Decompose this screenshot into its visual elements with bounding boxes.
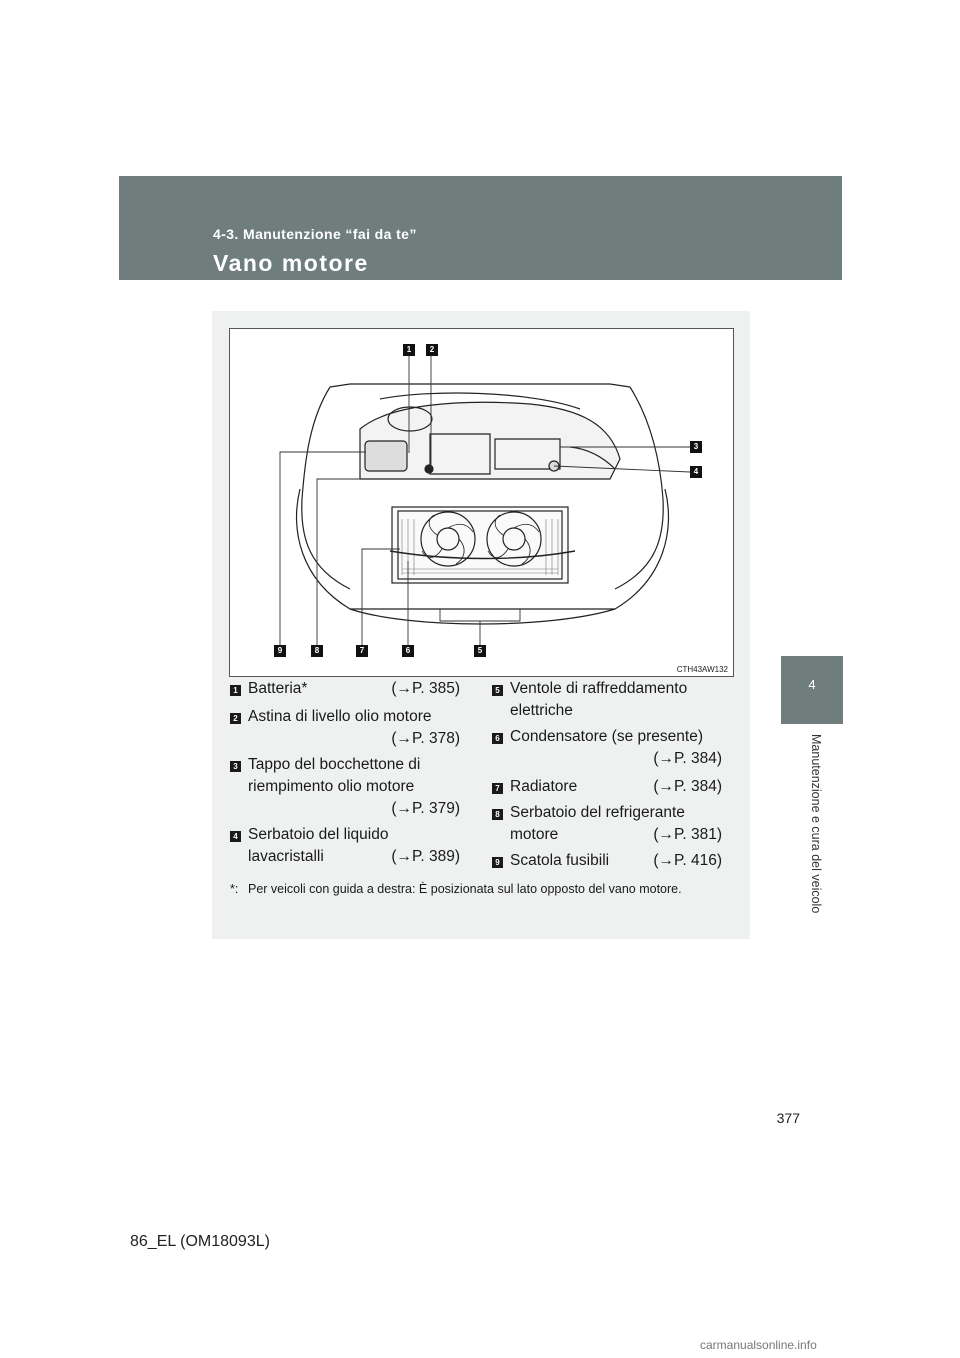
legend-item-7 — [492, 777, 722, 801]
section-label: 4-3. Manutenzione “fai da te” — [213, 226, 417, 242]
item-label: Tappo del bocchettone di — [248, 756, 421, 773]
callout-5: 5 — [474, 645, 486, 657]
item-label: Scatola fusibili — [510, 852, 610, 869]
callout-7: 7 — [356, 645, 368, 657]
callout-9: 9 — [274, 645, 286, 657]
watermark: carmanualsonline.info — [700, 1338, 817, 1352]
page-reference[interactable]: (→P. 378) — [391, 730, 460, 747]
page-reference[interactable]: (→P. 384) — [653, 750, 722, 767]
item-marker: 5 — [492, 685, 503, 696]
item-label: Serbatoio del liquido — [248, 826, 389, 843]
footnote-text: Per veicoli con guida a destra: È posizionata sul lato opposto del vano motore. — [248, 882, 682, 896]
legend-item-6 — [492, 727, 722, 773]
callout-1: 1 — [403, 344, 415, 356]
engine-bay-illustration — [230, 329, 733, 676]
legend-item-3 — [230, 755, 460, 823]
chapter-title: Manutenzione e cura del veicolo — [809, 734, 823, 914]
page-reference[interactable]: (→P. 384) — [653, 778, 722, 795]
page-number: 377 — [776, 1110, 800, 1126]
engine-bay-figure — [229, 328, 734, 677]
page-reference[interactable]: (→P. 379) — [391, 800, 460, 817]
item-label-line2: elettriche — [510, 702, 573, 719]
callout-8: 8 — [311, 645, 323, 657]
footnote-marker: *: — [230, 882, 239, 896]
legend-item-4 — [230, 825, 460, 871]
legend-item-1 — [230, 679, 460, 703]
page-reference[interactable]: (→P. 389) — [391, 848, 460, 865]
callout-4: 4 — [690, 466, 702, 478]
item-label: Astina di livello olio motore — [248, 708, 432, 725]
item-marker: 2 — [230, 713, 241, 724]
legend-item-8 — [492, 803, 722, 849]
item-label: Ventole di raffreddamento — [510, 680, 688, 697]
item-marker: 6 — [492, 733, 503, 744]
item-marker: 8 — [492, 809, 503, 820]
callout-6: 6 — [402, 645, 414, 657]
page-reference[interactable]: (→P. 416) — [653, 852, 722, 869]
page-reference[interactable]: (→P. 385) — [391, 680, 460, 697]
legend-item-5 — [492, 679, 722, 725]
legend-item-9 — [492, 851, 722, 875]
figure-code: CTH43AW132 — [676, 665, 728, 674]
item-marker: 4 — [230, 831, 241, 842]
page-title: Vano motore — [213, 250, 369, 276]
item-label: Serbatoio del refrigerante — [510, 804, 685, 821]
page-reference[interactable]: (→P. 381) — [653, 826, 722, 843]
callout-3: 3 — [690, 441, 702, 453]
item-marker: 9 — [492, 857, 503, 868]
item-label: Batteria* — [248, 680, 308, 697]
chapter-tab — [781, 656, 843, 724]
legend-list — [230, 679, 730, 874]
item-marker: 1 — [230, 685, 241, 696]
legend-item-2 — [230, 707, 460, 753]
item-label-line2: motore — [510, 826, 559, 843]
item-marker: 7 — [492, 783, 503, 794]
document-code: 86_EL (OM18093L) — [130, 1233, 270, 1250]
item-marker: 3 — [230, 761, 241, 772]
item-label: Condensatore (se presente) — [510, 728, 704, 745]
callout-2: 2 — [426, 344, 438, 356]
item-label-line2: lavacristalli — [248, 848, 324, 865]
item-label-line2: riempimento olio motore — [248, 778, 415, 795]
chapter-number: 4 — [808, 677, 816, 692]
item-label: Radiatore — [510, 778, 578, 795]
